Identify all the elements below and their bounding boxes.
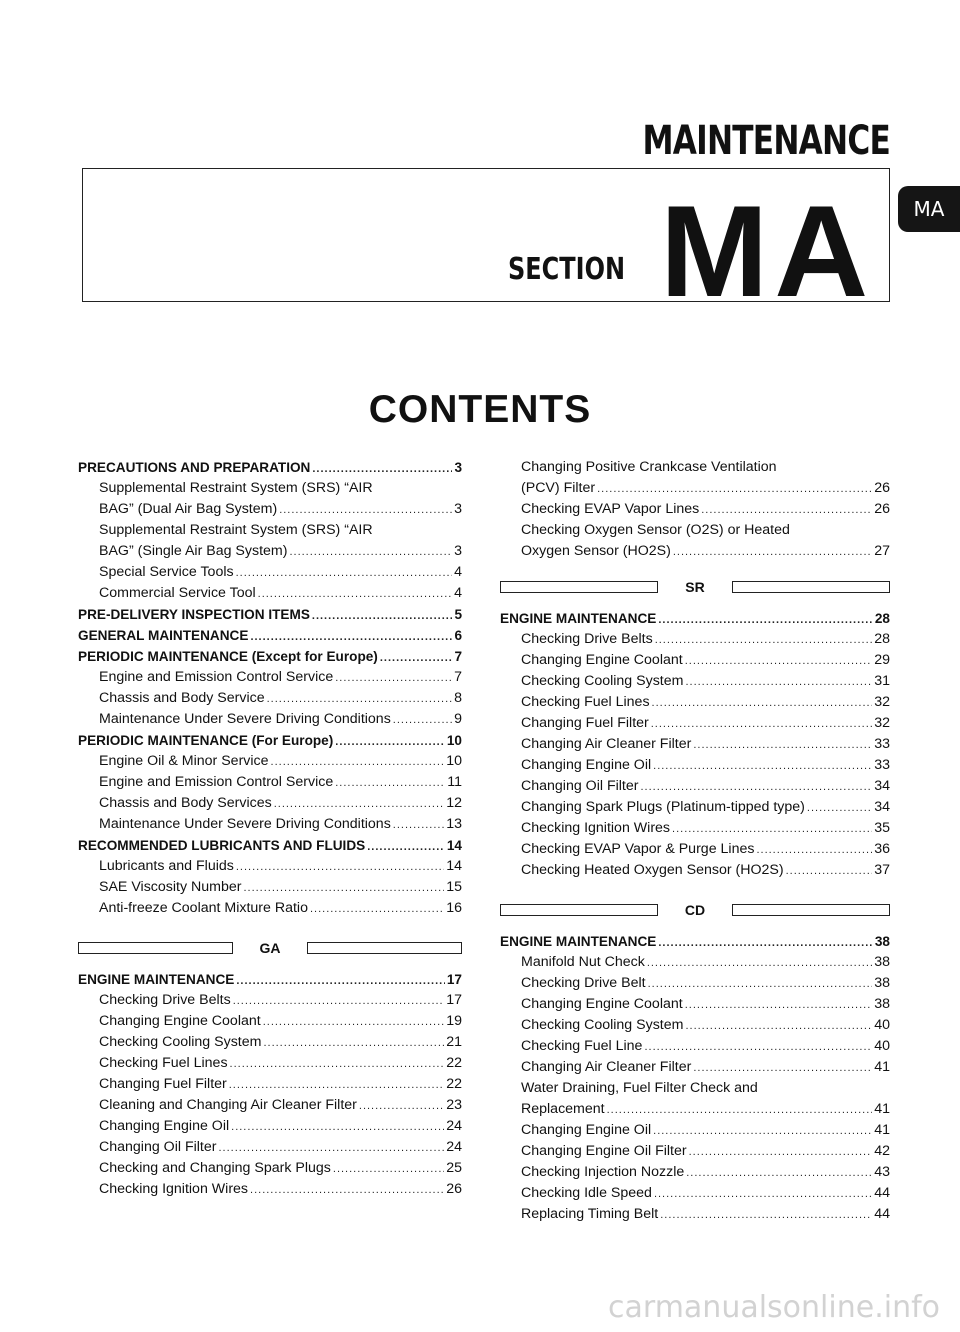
engine-code-label: SR [685,579,705,595]
toc-entry[interactable] [78,856,462,877]
section-code: MA [660,178,875,324]
divider-bar [732,904,890,916]
divider-bar [732,581,890,593]
toc-leader-dots [685,651,873,672]
toc-entry-label: Checking Ignition Wires [521,820,671,836]
toc-entry-label: Manifold Nut Check [521,954,645,970]
toc-entry[interactable] [500,650,890,671]
toc-page-number: 44 [874,1206,890,1222]
toc-heading-entry[interactable] [78,835,462,856]
toc-page-number: 13 [446,816,462,832]
toc-entry-label: Changing Engine Coolant [521,652,683,668]
toc-entry-label: Engine Oil & Minor Service [99,753,269,769]
toc-leader-dots [673,542,872,563]
toc-page-number: 8 [454,690,462,706]
toc-leader-dots [654,1184,872,1205]
toc-entry-label: Checking and Changing Spark Plugs [99,1160,331,1176]
toc-right-column [500,457,890,1225]
toc-leader-dots [380,648,453,669]
toc-page-number: 33 [874,757,890,773]
toc-leader-dots [701,500,872,521]
toc-entry[interactable] [78,1116,462,1137]
toc-page-number: 38 [874,954,890,970]
toc-page-number: 42 [874,1143,890,1159]
toc-entry[interactable] [78,1074,462,1095]
toc-entry[interactable] [500,1036,890,1057]
toc-entry-label: Checking Drive Belts [521,631,653,647]
toc-entry-label: Checking Heated Oxygen Sensor (HO2S) [521,862,784,878]
toc-page-number: 4 [454,585,462,601]
toc-entry[interactable] [78,709,462,730]
toc-page-number: 21 [446,1034,462,1050]
toc-page-number: 4 [454,564,462,580]
toc-leader-dots [393,815,444,836]
toc-entry[interactable] [78,478,462,499]
toc-page-number: 19 [446,1013,462,1029]
toc-ga-continued-list [500,457,890,562]
toc-leader-dots [641,777,873,798]
toc-entry[interactable] [500,541,890,562]
toc-entry-label: Changing Engine Coolant [521,996,683,1012]
toc-page-number: 27 [874,543,890,559]
toc-entry-label: BAG” (Dual Air Bag System) [99,501,278,517]
toc-entry-label: Checking Cooling System [521,1017,684,1033]
toc-entry[interactable] [500,755,890,776]
toc-heading-entry[interactable] [78,604,462,625]
toc-page-number: 16 [446,900,462,916]
toc-entry-label: Checking Idle Speed [521,1185,652,1201]
toc-leader-dots [230,1054,445,1075]
toc-leader-dots [658,610,873,631]
category-title: MAINTENANCE [642,118,890,164]
toc-entry-label: PRECAUTIONS AND PREPARATION [78,460,311,475]
toc-entry[interactable] [500,457,890,478]
toc-page-number: 3 [454,460,462,475]
toc-page-number: 38 [874,934,890,949]
toc-leader-dots [652,693,873,714]
toc-entry-label: Changing Air Cleaner Filter [521,736,692,752]
toc-leader-dots [359,1096,444,1117]
toc-page-number: 26 [446,1181,462,1197]
toc-page-number: 43 [874,1164,890,1180]
watermark: carmanualsonline.info [608,1290,940,1325]
toc-leader-dots [263,1033,444,1054]
toc-entry-label: Changing Oil Filter [99,1139,217,1155]
toc-heading-entry[interactable] [78,969,462,990]
toc-entry-label: Checking Fuel Line [521,1038,643,1054]
divider-bar [500,581,658,593]
toc-entry-label: Checking Ignition Wires [99,1181,249,1197]
toc-page-number: 11 [447,774,462,790]
toc-entry[interactable] [500,1204,890,1225]
toc-leader-dots [236,857,444,878]
toc-entry-label: Checking Drive Belt [521,975,646,991]
toc-cd-list [500,931,890,1225]
toc-entry-label: Changing Fuel Filter [99,1076,227,1092]
toc-entry[interactable] [78,751,462,772]
engine-divider-cd [500,899,890,921]
toc-entry-label: Changing Engine Oil [521,1122,652,1138]
toc-heading-entry[interactable] [78,646,462,667]
toc-leader-dots [289,542,452,563]
toc-entry-label: Changing Spark Plugs (Platinum-tipped type) [521,799,805,815]
toc-entry-label: SAE Viscosity Number [99,879,242,895]
toc-leader-dots [267,689,453,710]
toc-page-number: 38 [874,996,890,1012]
toc-entry[interactable] [500,1078,890,1099]
toc-entry-label: Checking Cooling System [521,673,684,689]
toc-leader-dots [607,1100,873,1121]
toc-page-number: 32 [874,694,890,710]
toc-leader-dots [655,630,873,651]
toc-leader-dots [236,971,445,992]
divider-bar [78,942,233,954]
toc-general-list [78,457,462,919]
toc-entry[interactable] [500,1015,890,1036]
toc-entry-label: Changing Engine Oil [99,1118,230,1134]
toc-ga-list [78,969,462,1200]
toc-entry-label: Maintenance Under Severe Driving Conditions [99,711,391,727]
toc-leader-dots [653,1121,872,1142]
toc-entry[interactable] [78,1158,462,1179]
toc-entry-label: Replacing Timing Belt [521,1206,659,1222]
toc-leader-dots [393,710,452,731]
toc-heading-entry[interactable] [78,457,462,478]
toc-entry[interactable] [500,797,890,818]
toc-leader-dots [274,794,445,815]
toc-entry-label: Checking Oxygen Sensor (O2S) or Heated [521,522,790,538]
section-label: SECTION [508,252,626,287]
toc-leader-dots [310,899,444,920]
toc-entry-label: Checking EVAP Vapor & Purge Lines [521,841,755,857]
toc-entry[interactable] [78,1095,462,1116]
toc-leader-dots [250,1180,444,1201]
toc-page-number: 14 [446,858,462,874]
toc-leader-dots [271,752,445,773]
toc-page-number: 7 [454,649,462,664]
toc-entry-label: Changing Positive Crankcase Ventilation [521,459,777,475]
divider-bar [307,942,462,954]
toc-page-number: 22 [446,1076,462,1092]
toc-page-number: 24 [446,1118,462,1134]
toc-page-number: 28 [874,611,890,626]
toc-page-number: 38 [874,975,890,991]
toc-entry-label: PERIODIC MAINTENANCE (For Europe) [78,733,334,748]
toc-leader-dots [693,1058,872,1079]
toc-page-number: 24 [446,1139,462,1155]
toc-page-number: 32 [874,715,890,731]
toc-entry-label: Cleaning and Changing Air Cleaner Filter [99,1097,357,1113]
toc-entry[interactable] [78,499,462,520]
toc-page-number: 33 [874,736,890,752]
toc-entry[interactable] [78,1137,462,1158]
toc-page-number: 41 [874,1122,890,1138]
toc-entry-label: PERIODIC MAINTENANCE (Except for Europe) [78,649,378,664]
toc-entry[interactable] [78,990,462,1011]
toc-leader-dots [312,606,453,627]
toc-entry-label: Commercial Service Tool [99,585,256,601]
toc-entry[interactable] [78,562,462,583]
toc-entry[interactable] [78,1032,462,1053]
toc-heading-entry[interactable] [78,730,462,751]
toc-entry-label: Chassis and Body Service [99,690,265,706]
toc-entry-label: Special Service Tools [99,564,234,580]
toc-entry-label: RECOMMENDED LUBRICANTS AND FLUIDS [78,838,366,853]
toc-entry[interactable] [78,814,462,835]
engine-code-label: CD [684,902,706,918]
toc-leader-dots [685,672,872,693]
toc-entry-label: Lubricants and Fluids [99,858,234,874]
toc-entry[interactable] [500,1120,890,1141]
toc-entry-label: ENGINE MAINTENANCE [500,611,657,626]
toc-leader-dots [312,459,452,480]
toc-entry[interactable] [500,839,890,860]
toc-page-number: 23 [446,1097,462,1113]
toc-page-number: 28 [874,631,890,647]
toc-entry[interactable] [500,629,890,650]
toc-entry[interactable] [500,818,890,839]
toc-leader-dots [236,563,453,584]
toc-page-number: 12 [446,795,462,811]
toc-leader-dots [685,1016,872,1037]
toc-left-column [78,457,462,1200]
toc-entry-label: Replacement [521,1101,605,1117]
toc-leader-dots [597,479,872,500]
toc-entry[interactable] [78,1011,462,1032]
toc-leader-dots [693,735,872,756]
toc-entry-label: Changing Engine Oil Filter [521,1143,687,1159]
toc-leader-dots [250,627,452,648]
toc-entry-label: (PCV) Filter [521,480,596,496]
toc-leader-dots [660,1205,872,1226]
toc-leader-dots [335,668,452,689]
toc-leader-dots [647,953,872,974]
toc-page-number: 34 [874,799,890,815]
toc-entry[interactable] [78,793,462,814]
toc-page-number: 26 [874,501,890,517]
toc-entry[interactable] [500,478,890,499]
toc-entry-label: Checking EVAP Vapor Lines [521,501,700,517]
toc-page-number: 9 [454,711,462,727]
toc-entry-label: Engine and Emission Control Service [99,774,334,790]
toc-entry[interactable] [78,877,462,898]
toc-page-number: 3 [454,501,462,517]
toc-page-number: 44 [874,1185,890,1201]
toc-entry-label: Checking Fuel Lines [521,694,650,710]
engine-divider-sr [500,576,890,598]
toc-entry-label: Water Draining, Fuel Filter Check and [521,1080,758,1096]
toc-page-number: 40 [874,1017,890,1033]
divider-bar [500,904,658,916]
toc-page-number: 6 [454,628,462,643]
toc-page-number: 35 [874,820,890,836]
toc-entry-label: BAG” (Single Air Bag System) [99,543,288,559]
toc-heading-entry[interactable] [78,625,462,646]
toc-entry[interactable] [500,994,890,1015]
toc-leader-dots [786,861,873,882]
toc-page-number: 40 [874,1038,890,1054]
toc-leader-dots [229,1075,444,1096]
toc-entry[interactable] [500,776,890,797]
toc-heading-entry[interactable] [500,931,890,952]
toc-leader-dots [651,714,872,735]
toc-page-number: 17 [446,992,462,1008]
toc-entry-label: Anti-freeze Coolant Mixture Ratio [99,900,308,916]
toc-leader-dots [367,837,445,858]
engine-code-label: GA [259,940,281,956]
toc-entry-label: Chassis and Body Services [99,795,272,811]
toc-page-number: 41 [874,1101,890,1117]
toc-page-number: 29 [874,652,890,668]
toc-entry[interactable] [500,520,890,541]
toc-leader-dots [279,500,452,521]
toc-entry-label: GENERAL MAINTENANCE [78,628,249,643]
toc-sr-list [500,608,890,881]
toc-entry[interactable] [500,671,890,692]
toc-page-number: 37 [874,862,890,878]
toc-leader-dots [658,933,873,954]
section-tab-badge[interactable] [898,186,960,232]
toc-page-number: 36 [874,841,890,857]
toc-page-number: 22 [446,1055,462,1071]
toc-heading-entry[interactable] [500,608,890,629]
toc-entry[interactable] [500,973,890,994]
toc-entry-label: ENGINE MAINTENANCE [78,972,235,987]
toc-page-number: 3 [454,543,462,559]
toc-page-number: 34 [874,778,890,794]
toc-entry[interactable] [500,1099,890,1120]
toc-entry[interactable] [500,1057,890,1078]
toc-leader-dots [686,1163,872,1184]
toc-leader-dots [233,991,445,1012]
toc-leader-dots [335,773,445,794]
toc-page-number: 10 [446,753,462,769]
toc-entry[interactable] [500,692,890,713]
toc-entry[interactable] [78,583,462,604]
toc-entry[interactable] [500,499,890,520]
toc-entry-label: Maintenance Under Severe Driving Conditions [99,816,391,832]
toc-leader-dots [756,840,872,861]
toc-entry[interactable] [500,713,890,734]
toc-leader-dots [648,974,873,995]
toc-leader-dots [644,1037,872,1058]
toc-entry-label: Checking Injection Nozzle [521,1164,685,1180]
toc-entry[interactable] [500,1162,890,1183]
toc-entry-label: Oxygen Sensor (HO2S) [521,543,671,559]
toc-entry-label: Changing Oil Filter [521,778,639,794]
section-tab-label: MA [913,197,945,221]
toc-entry-label: Changing Engine Oil [521,757,652,773]
toc-entry-label: Supplemental Restraint System (SRS) “AIR [99,522,373,538]
toc-entry[interactable] [78,541,462,562]
toc-entry-label: Checking Fuel Lines [99,1055,228,1071]
toc-entry[interactable] [78,520,462,541]
toc-entry[interactable] [500,952,890,973]
toc-entry[interactable] [500,860,890,881]
toc-leader-dots [672,819,872,840]
toc-leader-dots [231,1117,444,1138]
toc-leader-dots [243,878,444,899]
toc-page-number: 15 [446,879,462,895]
toc-leader-dots [333,1159,444,1180]
toc-leader-dots [689,1142,873,1163]
toc-page-number: 14 [446,838,462,853]
toc-entry[interactable] [78,688,462,709]
toc-entry-label: Changing Air Cleaner Filter [521,1059,692,1075]
toc-page-number: 10 [446,733,462,748]
toc-entry[interactable] [78,772,462,793]
toc-entry[interactable] [78,1053,462,1074]
contents-title: CONTENTS [368,388,592,431]
toc-entry[interactable] [78,667,462,688]
toc-page-number: 5 [454,607,462,622]
toc-page-number: 7 [454,669,462,685]
toc-entry-label: ENGINE MAINTENANCE [500,934,657,949]
toc-page-number: 41 [874,1059,890,1075]
toc-leader-dots [685,995,873,1016]
toc-entry[interactable] [500,1141,890,1162]
toc-page-number: 17 [446,972,462,987]
toc-entry[interactable] [500,734,890,755]
toc-entry-label: Changing Engine Coolant [99,1013,261,1029]
toc-entry[interactable] [78,1179,462,1200]
toc-leader-dots [807,798,872,819]
toc-page-number: 26 [874,480,890,496]
toc-entry-label: Checking Cooling System [99,1034,262,1050]
toc-leader-dots [219,1138,445,1159]
engine-divider-ga [78,937,462,959]
toc-leader-dots [258,584,452,605]
toc-entry-label: Engine and Emission Control Service [99,669,334,685]
toc-entry[interactable] [500,1183,890,1204]
toc-leader-dots [653,756,872,777]
toc-entry-label: PRE-DELIVERY INSPECTION ITEMS [78,607,310,622]
toc-leader-dots [263,1012,445,1033]
toc-leader-dots [335,732,445,753]
toc-entry-label: Checking Drive Belts [99,992,231,1008]
toc-entry[interactable] [78,898,462,919]
toc-page-number: 25 [446,1160,462,1176]
toc-page-number: 31 [874,673,890,689]
toc-entry-label: Supplemental Restraint System (SRS) “AIR [99,480,373,496]
toc-entry-label: Changing Fuel Filter [521,715,649,731]
